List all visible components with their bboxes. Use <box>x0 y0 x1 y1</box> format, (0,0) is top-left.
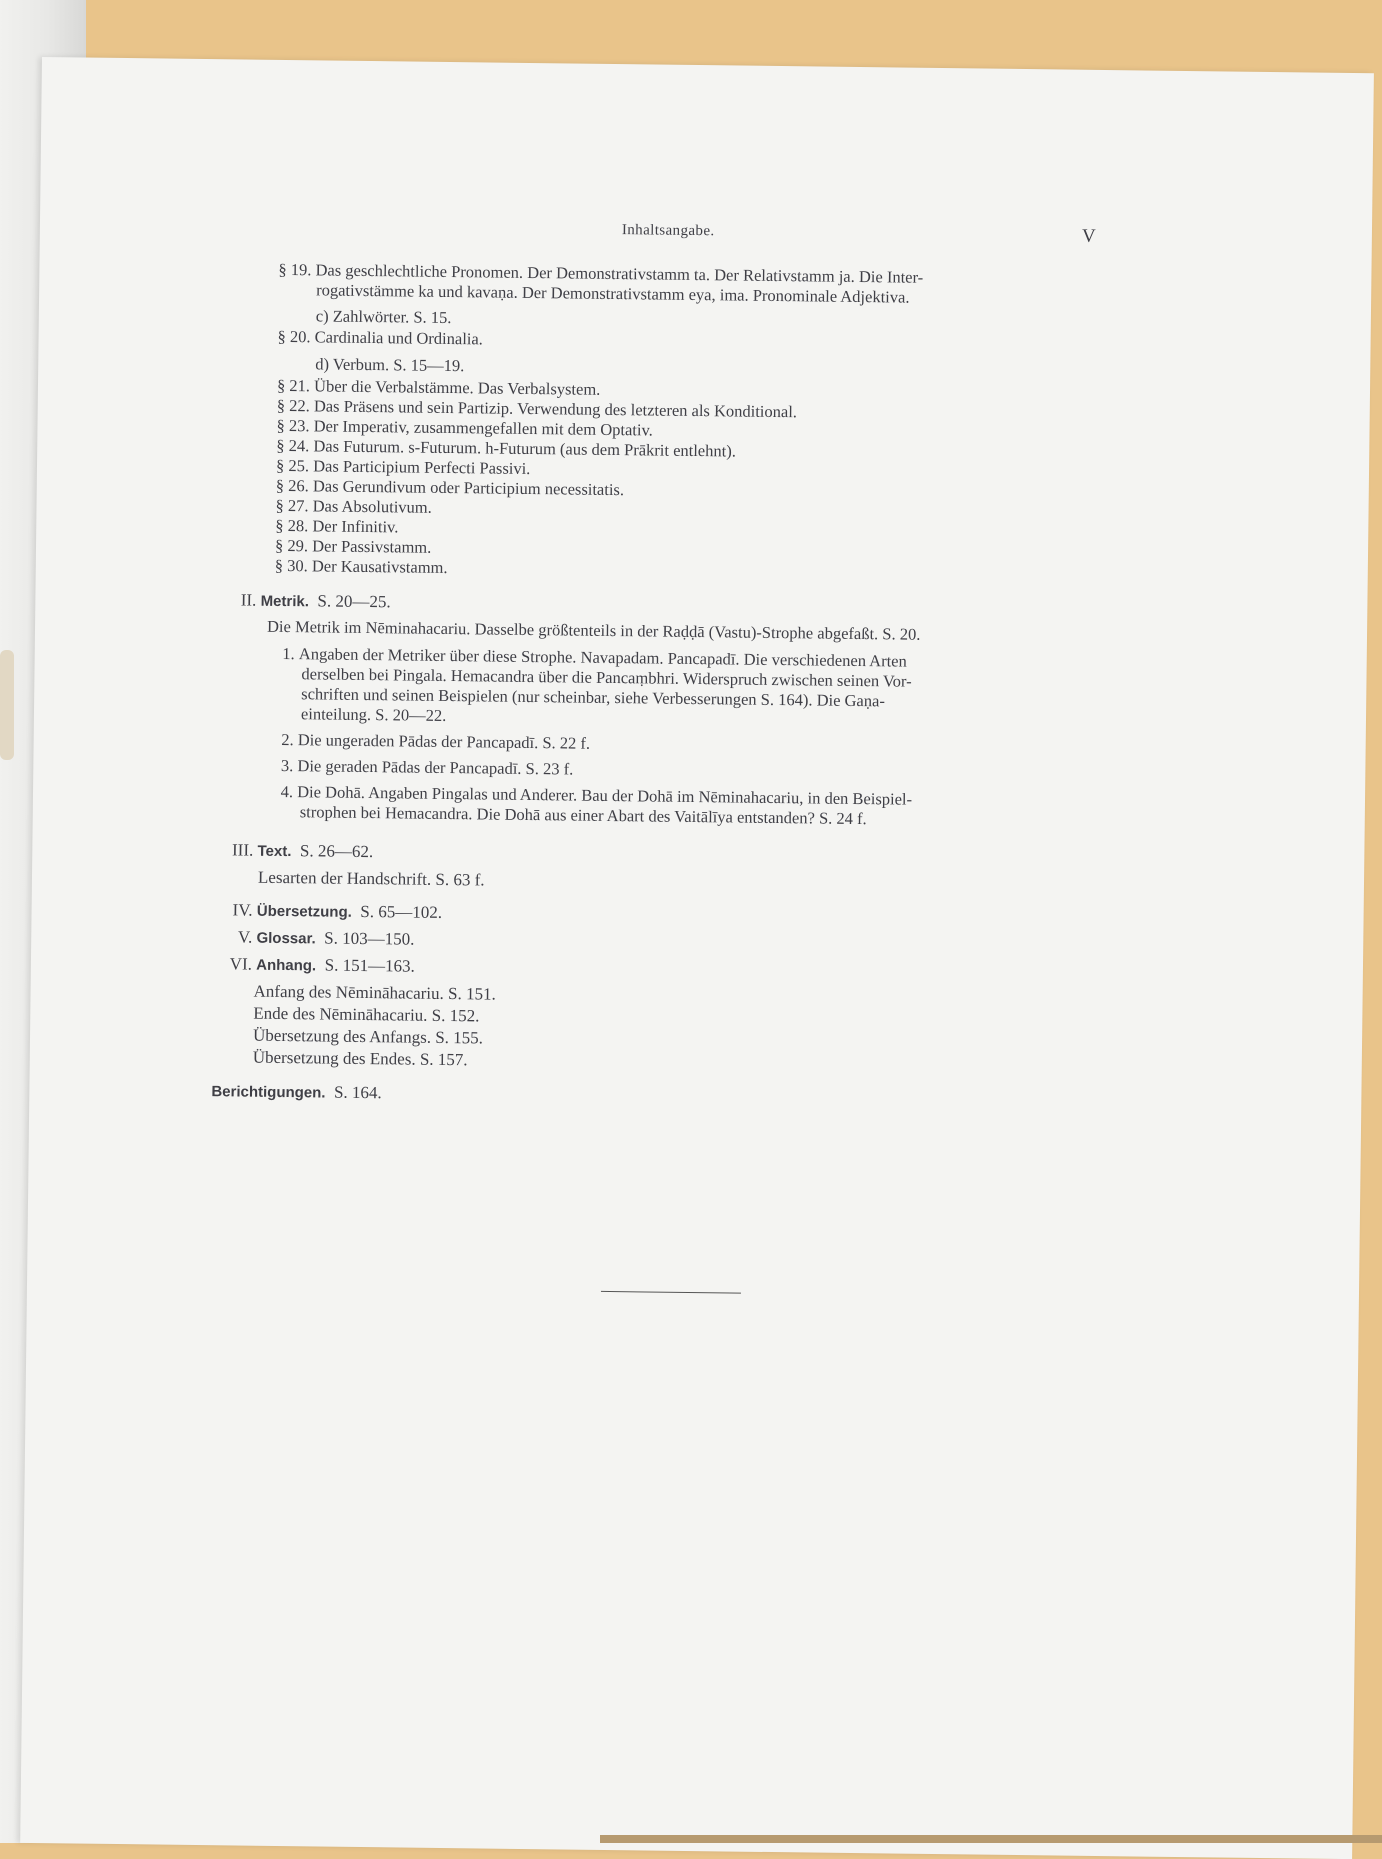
toc-line: § 28. Der Infinitiv. <box>275 515 399 537</box>
toc-line: § 26. Das Gerundivum oder Participium necessitatis. <box>275 475 625 500</box>
toc-chapter-heading: IV. Übersetzung. S. 65—102. <box>232 900 443 922</box>
toc-line: § 30. Der Kausativstamm. <box>274 555 448 577</box>
toc-line: 1. Angaben der Metriker über diese Strophe. Navapadam. Pancapadī. Die verschiedenen Arten <box>282 643 907 671</box>
toc-line: schriften und seinen Beispielen (nur scheinbar, siehe Verbesserungen S. 164). Die Gaṇa- <box>301 684 886 711</box>
table-edge <box>600 1835 1382 1843</box>
paper-stain <box>0 650 14 760</box>
toc-line: einteilung. S. 20—22. <box>300 704 447 725</box>
toc-line: § 24. Das Futurum. s-Futurum. h-Futurum (aus dem Prākrit entlehnt). <box>276 435 737 461</box>
toc-chapter-heading: V. Glossar. S. 103—150. <box>237 927 415 949</box>
closing-rule <box>601 1291 741 1294</box>
toc-line: rogativstämme ka und kavaṇa. Der Demonstrativstamm eya, ima. Pronominale Adjektiva. <box>316 280 910 307</box>
toc-line: Übersetzung des Endes. S. 157. <box>252 1047 468 1070</box>
toc-line: Die Metrik im Nēminahacariu. Dasselbe größtenteils in der Raḍḍā (Vastu)-Strophe abgefaßt. S. 20. <box>266 616 921 644</box>
toc-chapter-heading: Berichtigungen. S. 164. <box>211 1082 382 1103</box>
toc-chapter-heading: II. Metrik. S. 20—25. <box>240 590 391 612</box>
page-number: V <box>1081 225 1096 247</box>
toc-line: § 29. Der Passivstamm. <box>274 535 432 557</box>
toc-line: Anfang des Nēmināhacariu. S. 151. <box>253 981 496 1004</box>
toc-line: Übersetzung des Anfangs. S. 155. <box>252 1025 484 1048</box>
toc-chapter-heading: VI. Anhang. S. 151—163. <box>229 954 416 976</box>
book-page <box>20 57 1374 1859</box>
toc-line: § 21. Über die Verbalstämme. Das Verbalsystem. <box>276 375 601 399</box>
toc-line: 4. Die Dohā. Angaben Pingalas und Anderer. Bau der Dohā im Nēminahacariu, in den Beispiel- <box>280 781 913 809</box>
toc-line: strophen bei Hemacandra. Die Dohā aus einer Abart des Vaitālīya entstanden? S. 24 f. <box>299 802 867 829</box>
toc-line: § 23. Der Imperativ, zusammengefallen mit dem Optativ. <box>276 415 653 440</box>
toc-line: Ende des Nēmināhacariu. S. 152. <box>253 1003 480 1026</box>
toc-line: § 20. Cardinalia und Ordinalia. <box>277 326 484 349</box>
toc-line: § 19. Das geschlechtliche Pronomen. Der Demonstrativstamm ta. Der Relativstamm ja. Die Inter- <box>278 259 924 287</box>
toc-line: 2. Die ungeraden Pādas der Pancapadī. S. 22 f. <box>281 729 591 753</box>
running-header: Inhaltsangabe. <box>621 222 715 240</box>
toc-line: § 22. Das Präsens und sein Partizip. Verwendung des letzteren als Konditional. <box>276 395 798 422</box>
toc-chapter-heading: III. Text. S. 26—62. <box>231 840 374 862</box>
toc-section-heading: c) Zahlwörter. S. 15. <box>315 306 452 328</box>
toc-line: § 25. Das Participium Perfecti Passivi. <box>275 455 531 478</box>
toc-section-heading: d) Verbum. S. 15—19. <box>315 354 465 376</box>
toc-line: § 27. Das Absolutivum. <box>275 495 432 517</box>
toc-line: Lesarten der Handschrift. S. 63 f. <box>257 867 485 890</box>
toc-line: 3. Die geraden Pādas der Pancapadī. S. 23 f. <box>280 755 574 779</box>
toc-line: derselben bei Pingala. Hemacandra über die Pancaṃbhri. Widerspruch zwischen seinen Vor- <box>301 664 912 691</box>
